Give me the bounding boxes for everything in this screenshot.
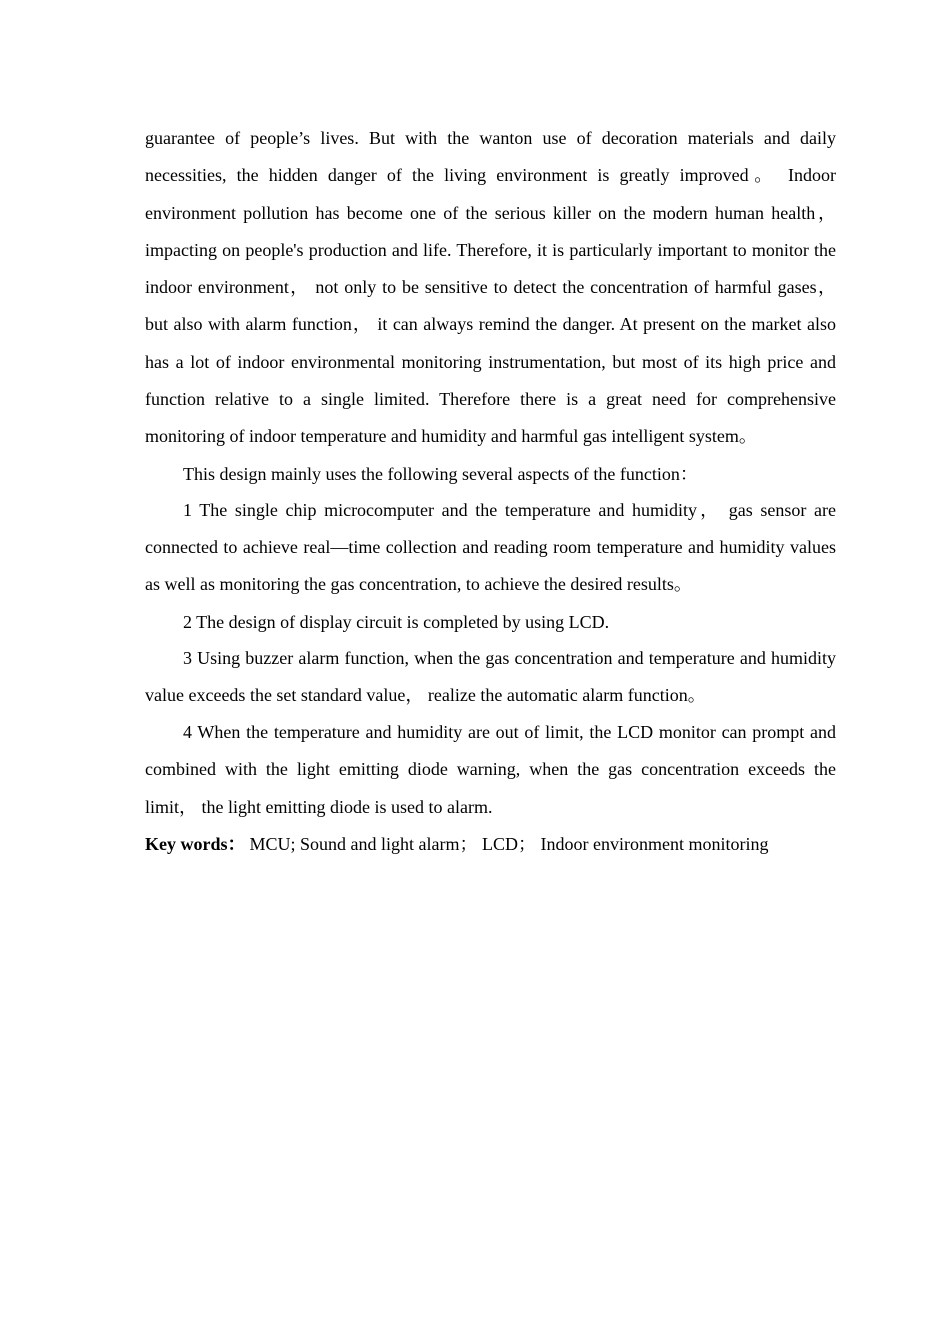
keywords-line (145, 826, 836, 862)
function-item-1: 1 The single chip microcomputer and the temperature and humidity， gas sensor are connected to achieve real—time collection and reading room temperature and humidity values as well as monitoring the gas concentration, to achieve the desired results。 (145, 499, 836, 595)
function-item-3: 3 Using buzzer alarm function, when the gas concentration and temperature and humidity value exceeds the set standard value， realize the automatic alarm function。 (145, 647, 836, 705)
function-item-4: 4 When the temperature and humidity are out of limit, the LCD monitor can prompt and combined with the light emitting diode warning, when the gas concentration exceeds the limit， the light emitting diode is used to alarm. (145, 722, 836, 817)
function-item-2: 2 The design of display circuit is completed by using LCD. (183, 611, 610, 632)
abstract-paragraph-functions-lead: This design mainly uses the following several aspects of the function： (183, 463, 698, 484)
document-page (145, 120, 836, 862)
keywords-value: MCU; Sound and light alarm； LCD； Indoor environment monitoring (249, 834, 769, 855)
keywords-label: Key words： (145, 834, 246, 855)
abstract-paragraph-intro: guarantee of people’s lives. But with the wanton use of decoration materials and daily necessities, the hidden danger of the living environment is greatly improved。 Indoor environment pollution has become one of the serious killer on the modern human health， impacting on people's production and life. Therefore, it is particularly important to monitor the indoor environment， not only to be sensitive to detect the concentration of harmful gases， but also with alarm function， it can always remind the danger. At present on the market also has a lot of indoor environmental monitoring instrumentation, but most of its high price and function relative to a single limited. Therefore there is a great need for comprehensive monitoring of indoor temperature and humidity and harmful gas intelligent system。 (145, 128, 836, 447)
